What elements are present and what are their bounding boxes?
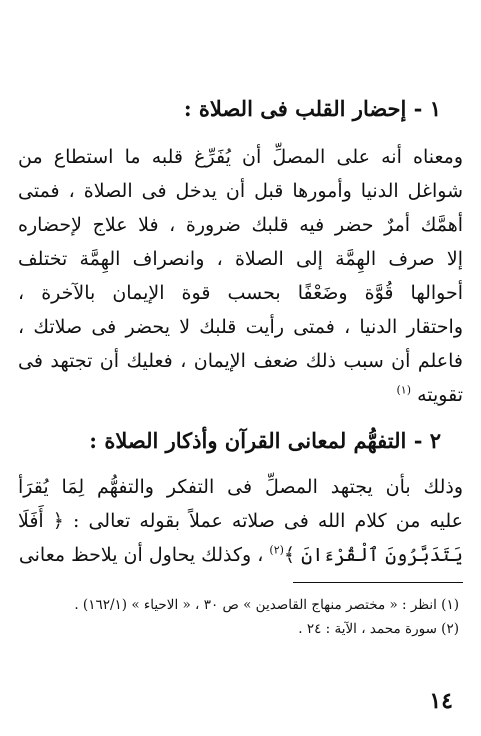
- section-heading-1: ١ - إحضار القلب فى الصلاة :: [183, 96, 441, 121]
- body-line: أهمَّك أمرٌ حضر فيه قلبك ضرورة ، فلا علاج لإحضاره: [18, 214, 463, 236]
- body-line: فاعلم أن سبب ذلك ضعف الإيمان ، فعليك أن تجتهد فى: [18, 350, 463, 372]
- footnote-separator: [293, 582, 463, 583]
- footnote-marker: (٢): [269, 543, 284, 557]
- quran-verse: يَتَدَبَّرُونَ ٱلْقُرْءَانَ ﴾: [283, 544, 463, 566]
- body-line: شواغل الدنيا وأمورها قبل أن يدخل فى الصلاة ، فمتى: [18, 180, 463, 202]
- page-number: ١٤: [429, 688, 453, 714]
- body-line: ومعناه أنه على المصلِّ أن يُفَرِّغ قلبه ما استطاع من: [18, 146, 463, 168]
- body-line: أحوالها قُوَّة وضَعْفًا بحسب قوة الإيمان بالآخرة ،: [18, 282, 463, 304]
- footnote-marker: (١): [396, 383, 412, 397]
- body-text: ، وكذلك يحاول أن يلاحظ معانى: [18, 544, 264, 566]
- footnote: (٢) سورة محمد ، الآية : ٢٤ .: [298, 621, 459, 637]
- body-line: وذلك بأن يجتهد المصلِّ فى التفكر والتفهُّم لِمَا يُقرَأ: [18, 476, 463, 498]
- footnote: (١) انظر : « مختصر منهاج القاصدين » ص ٣٠ ، « الاحياء » (١٦٢/١) .: [74, 597, 459, 613]
- body-line: [18, 538, 463, 572]
- section-heading-2: ٢ - التفهُّم لمعانى القرآن وأذكار الصلاة :: [89, 428, 441, 453]
- body-text: تقويته: [417, 384, 463, 406]
- body-line: واحتقار الدنيا ، فمتى رأيت قلبك لا يحضر فى صلاتك ،: [18, 316, 463, 338]
- body-line: إلا صرف الهِمَّة إلى الصلاة ، وانصراف الهِمَّة تختلف: [18, 248, 463, 270]
- body-line: عليه من كلام الله فى صلاته عملاً بقوله تعالى : ﴿ أَفَلَا: [18, 510, 463, 532]
- body-line: [18, 378, 463, 412]
